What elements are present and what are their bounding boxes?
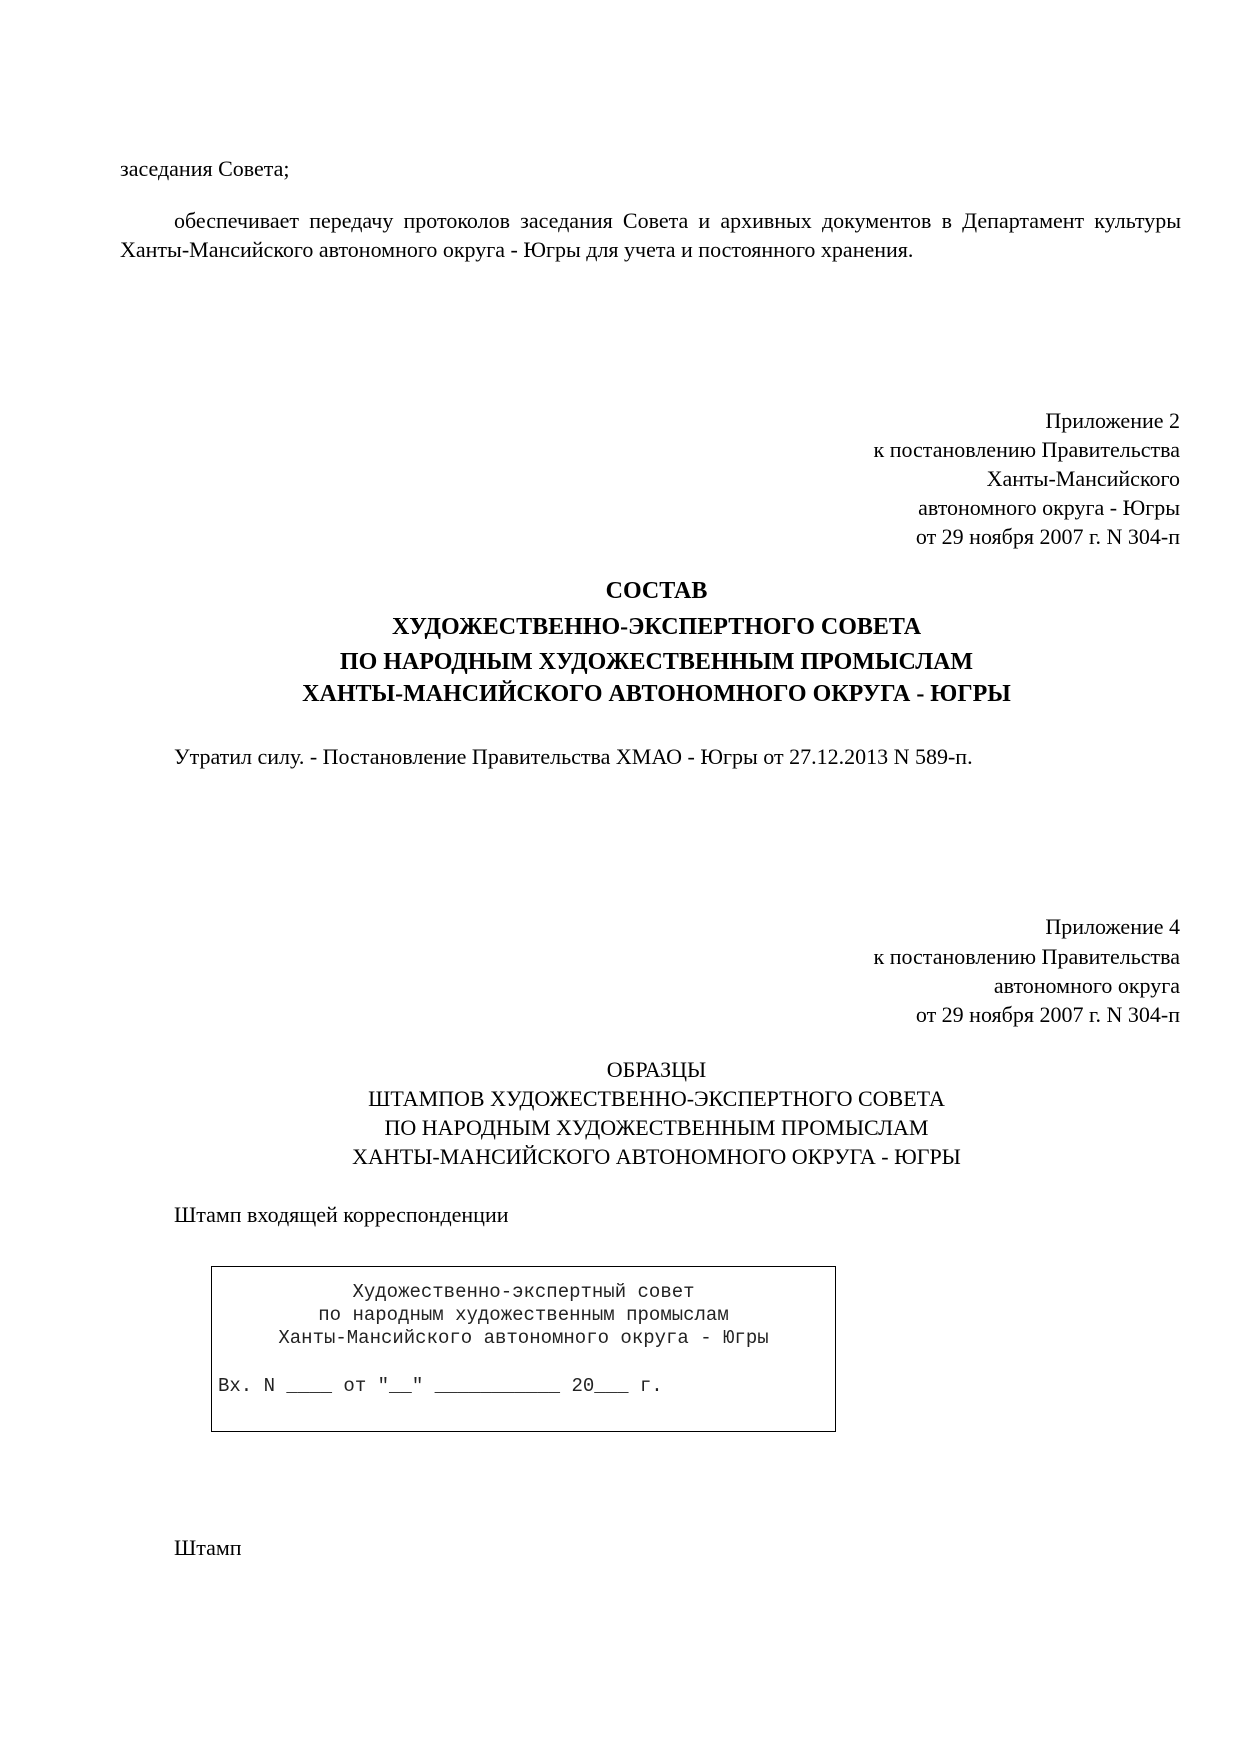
paragraph: обеспечивает передачу протоколов заседания Совета и архивных документов в Департамент культуры Ханты-Мансийского автономного округа - Югры для учета и постоянного хранения. [120, 208, 1181, 262]
title-line: СОСТАВ [605, 578, 708, 604]
header-line: к постановлению Правительства [873, 944, 1180, 969]
header-line: Приложение 4 [1045, 914, 1180, 939]
header-line: Приложение 2 [1045, 408, 1180, 433]
stamp-line: по народным художественным промыслам [318, 1304, 729, 1326]
title-line: ОБРАЗЦЫ [606, 1057, 707, 1082]
stamp-entry-line: Вх. N ____ от "__" ___________ 20___ г. [218, 1375, 663, 1397]
incoming-stamp-box [211, 1266, 836, 1432]
title-line: ХАНТЫ-МАНСИЙСКОГО АВТОНОМНОГО ОКРУГА - ЮГРЫ [352, 1144, 961, 1169]
title-line: ПО НАРОДНЫМ ХУДОЖЕСТВЕННЫМ ПРОМЫСЛАМ [384, 1115, 929, 1140]
header-line: автономного округа - Югры [918, 495, 1180, 520]
text-line: заседания Совета; [120, 156, 290, 181]
title-line: ХАНТЫ-МАНСИЙСКОГО АВТОНОМНОГО ОКРУГА - ЮГРЫ [302, 681, 1011, 707]
title-line: ПО НАРОДНЫМ ХУДОЖЕСТВЕННЫМ ПРОМЫСЛАМ [339, 649, 974, 675]
header-line: Ханты-Мансийского [986, 466, 1180, 491]
title-line: ШТАМПОВ ХУДОЖЕСТВЕННО-ЭКСПЕРТНОГО СОВЕТА [368, 1086, 945, 1111]
header-line: от 29 ноября 2007 г. N 304-п [915, 1002, 1180, 1027]
stamp-label: Штамп [174, 1535, 242, 1560]
stamp-label: Штамп входящей корреспонденции [174, 1202, 509, 1227]
stamp-line: Ханты-Мансийского автономного округа - Югры [278, 1327, 769, 1349]
header-line: от 29 ноября 2007 г. N 304-п [915, 524, 1180, 549]
stamp-line: Художественно-экспертный совет [352, 1281, 695, 1303]
header-line: автономного округа [993, 973, 1180, 998]
repeal-note: Утратил силу. - Постановление Правительства ХМАО - Югры от 27.12.2013 N 589-п. [174, 744, 973, 769]
header-line: к постановлению Правительства [873, 437, 1180, 462]
title-line: ХУДОЖЕСТВЕННО-ЭКСПЕРТНОГО СОВЕТА [391, 614, 922, 640]
